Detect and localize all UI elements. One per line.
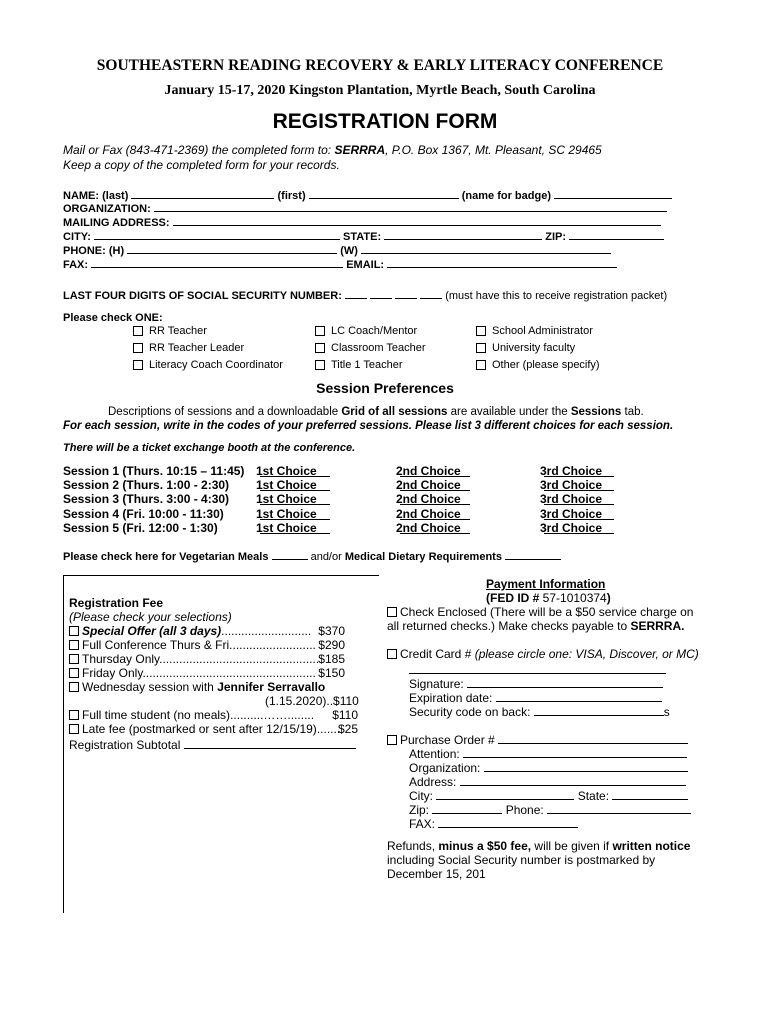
attention-label: Attention:	[409, 747, 460, 761]
dot-leader: ................................................	[159, 652, 320, 666]
fee-late[interactable]	[69, 722, 358, 736]
email-label: EMAIL:	[346, 259, 385, 271]
checkbox-icon[interactable]	[69, 668, 79, 678]
dot-leader: ..........……........	[230, 708, 315, 722]
desc-text: Descriptions of sessions and a downloadable	[108, 406, 342, 418]
subtotal-label: Registration Subtotal	[69, 738, 181, 752]
role-label: Literacy Coach Coordinator	[149, 359, 283, 371]
expiration-input[interactable]	[496, 689, 662, 702]
expiration-label: Expiration date:	[409, 691, 493, 705]
phone-row	[63, 242, 611, 257]
state-input[interactable]	[612, 787, 688, 800]
mail-address: , P.O. Box 1367, Mt. Pleasant, SC 29465	[385, 143, 602, 157]
name-first-label: (first)	[277, 190, 306, 202]
ssn-label: LAST FOUR DIGITS OF SOCIAL SECURITY NUMBER:	[63, 290, 342, 302]
fed-number: 57-1010374	[542, 591, 607, 605]
name-last-input[interactable]	[131, 187, 274, 199]
choice-input[interactable]	[260, 464, 330, 477]
city-input[interactable]	[94, 228, 340, 240]
state-input[interactable]	[384, 228, 542, 240]
form-title: REGISTRATION FORM	[272, 110, 498, 133]
address-label: Address:	[409, 775, 457, 789]
checkbox-icon[interactable]	[69, 626, 79, 636]
ssn-digit-1[interactable]	[345, 287, 367, 299]
phone-h-label: PHONE: (H)	[63, 245, 125, 257]
role-rr-teacher-leader[interactable]	[133, 342, 244, 354]
refund-policy	[387, 839, 690, 881]
desc-sessions-tab: Sessions	[570, 406, 622, 418]
city-label: City:	[409, 789, 433, 803]
ticket-note: There will be a ticket exchange booth at the conference.	[63, 442, 356, 454]
checkbox-icon[interactable]	[69, 654, 79, 664]
medical-input[interactable]	[505, 548, 561, 560]
address-input[interactable]	[460, 773, 686, 786]
fee-subheading: (Please check your selections)	[69, 610, 232, 624]
role-label: Title 1 Teacher	[331, 359, 403, 371]
pay-check-enclosed[interactable]	[387, 605, 693, 619]
phone-input[interactable]	[547, 801, 691, 814]
refund-fee: minus a $50 fee,	[438, 839, 532, 853]
signature-input[interactable]	[467, 675, 663, 688]
session-text: 1st Choice	[256, 492, 317, 507]
session-text: 2nd Choice	[396, 478, 461, 493]
role-label: School Administrator	[492, 325, 593, 337]
checkbox-icon[interactable]	[133, 360, 143, 370]
divider-top	[63, 575, 379, 576]
fee-wednesday[interactable]	[69, 680, 325, 694]
organization-row	[63, 200, 667, 215]
security-input[interactable]	[534, 703, 664, 716]
choice-input[interactable]	[544, 521, 614, 534]
session-text: Session 2 (Thurs. 1:00 - 2:30)	[63, 478, 230, 493]
session-text: Session 3 (Thurs. 3:00 - 4:30)	[63, 492, 230, 507]
checkbox-icon[interactable]	[69, 640, 79, 650]
dot-leader: ..........................	[229, 638, 316, 652]
session-description	[108, 406, 644, 418]
fee-subtotal	[69, 736, 356, 752]
cc-number-line[interactable]	[409, 661, 666, 674]
checkbox-icon[interactable]	[476, 343, 486, 353]
fee-label: Full time student (no meals)	[82, 708, 231, 722]
po-fax	[409, 815, 578, 831]
fee-label: Full Conference Thurs & Fri	[82, 638, 230, 652]
checkbox-icon[interactable]	[315, 326, 325, 336]
refund-line-3: December 15, 201	[387, 867, 486, 881]
checkbox-icon[interactable]	[387, 735, 397, 745]
session-text: Session 5 (Fri. 12:00 - 1:30)	[63, 520, 218, 535]
org-name: SERRRA	[334, 143, 386, 157]
session-text: 2nd Choice	[396, 506, 461, 521]
cc-options: (please circle one: VISA, Discover, or MC)	[474, 647, 699, 661]
fee-wednesday-date	[265, 694, 359, 708]
refund-line-1	[387, 839, 690, 853]
organization-label: Organization:	[409, 761, 481, 775]
session-text: 3rd Choice	[540, 464, 603, 478]
cc-label: Credit Card #	[400, 647, 475, 661]
security-suffix: s	[663, 705, 670, 719]
name-first-input[interactable]	[309, 187, 459, 199]
choice-input[interactable]	[400, 521, 470, 534]
veg-label: Please check here for Vegetarian Meals	[63, 551, 269, 563]
checkbox-icon[interactable]	[315, 360, 325, 370]
fee-special-offer[interactable]	[69, 624, 345, 638]
checkbox-icon[interactable]	[133, 343, 143, 353]
name-last-label: NAME: (last)	[63, 190, 129, 202]
fax-label: FAX:	[409, 817, 436, 831]
role-title1-teacher[interactable]	[315, 359, 403, 371]
meals-row	[63, 548, 561, 563]
ssn-digit-4[interactable]	[420, 287, 442, 299]
fed-close: )	[606, 591, 611, 605]
fee-price: $290	[318, 638, 345, 652]
choice-input[interactable]	[260, 478, 330, 491]
ssn-digit-3[interactable]	[395, 287, 417, 299]
role-school-admin[interactable]	[476, 325, 593, 337]
mailing-input[interactable]	[173, 214, 661, 226]
organization-input[interactable]	[484, 759, 688, 772]
session-text: 1st Choice	[256, 478, 317, 493]
refund-notice: written notice	[612, 839, 691, 853]
state-label: STATE:	[343, 231, 382, 243]
state-label: State:	[577, 789, 610, 803]
session-text: 3rd Choice	[540, 492, 603, 507]
ssn-row	[63, 287, 667, 302]
role-label: RR Teacher Leader	[149, 342, 245, 354]
role-literacy-coach-coordinator[interactable]	[133, 359, 283, 371]
fax-label: FAX:	[63, 259, 89, 271]
checkbox-icon[interactable]	[133, 326, 143, 336]
fee-label: Wednesday session with	[82, 680, 218, 694]
role-lc-coach[interactable]	[315, 325, 417, 337]
phone-w-label: (W)	[340, 245, 358, 257]
check-text: Check Enclosed (There will be a $50 service charge on	[400, 605, 694, 619]
fee-price: $150	[318, 666, 345, 680]
fee-label: Special Offer (all 3 days)	[82, 624, 222, 638]
mail-text: Mail or Fax (843-471-2369) the completed form to:	[63, 143, 335, 157]
check-text: all returned checks.) Make checks payable to	[387, 619, 631, 633]
session-instruction: For each session, write in the codes of your preferred sessions. Please list 3 different choices for each session.	[63, 420, 674, 432]
role-university-faculty[interactable]	[476, 342, 575, 354]
role-rr-teacher[interactable]	[133, 325, 207, 337]
fee-student[interactable]	[69, 708, 358, 722]
desc-text: tab.	[621, 406, 644, 418]
zip-input[interactable]	[569, 228, 664, 240]
session-text: Session 1 (Thurs. 10:15 – 11:45)	[63, 464, 245, 478]
refund-text: will be given if	[531, 839, 613, 853]
fee-price: $25	[337, 722, 358, 736]
pay-credit-card[interactable]	[387, 647, 699, 661]
checkbox-icon[interactable]	[387, 607, 397, 617]
session-text: 3rd Choice	[540, 520, 603, 535]
payee-name: SERRRA.	[630, 619, 685, 633]
badge-label: (name for badge)	[461, 190, 551, 202]
choice-input[interactable]	[260, 521, 330, 534]
zip-input[interactable]	[432, 801, 502, 814]
dot-leader: ...........................	[221, 624, 312, 638]
fee-label: Friday Only	[82, 666, 143, 680]
zip-label: ZIP:	[545, 231, 567, 243]
cc-security	[409, 703, 670, 719]
zip-label: Zip:	[409, 803, 430, 817]
phone-h-input[interactable]	[127, 242, 337, 254]
role-label: Other (please specify)	[492, 359, 600, 371]
choice-input[interactable]	[400, 478, 470, 491]
fed-id	[486, 591, 611, 605]
desc-text: are available under the	[447, 406, 571, 418]
choice-input[interactable]	[544, 507, 614, 520]
city-input[interactable]	[436, 787, 574, 800]
choice-input[interactable]	[260, 507, 330, 520]
fee-price: $370	[318, 624, 345, 638]
fee-heading: Registration Fee	[69, 596, 164, 610]
attention-input[interactable]	[463, 745, 687, 758]
session-text: 3rd Choice	[540, 478, 603, 493]
role-label: LC Coach/Mentor	[331, 325, 418, 337]
dot-leader: ....................................................	[142, 666, 316, 680]
veg-input[interactable]	[272, 548, 308, 560]
signature-label: Signature:	[409, 677, 464, 691]
choice-input[interactable]	[260, 492, 330, 505]
role-other[interactable]	[476, 359, 600, 371]
choice-input[interactable]	[400, 507, 470, 520]
role-heading: Please check ONE:	[63, 312, 163, 324]
checkbox-icon[interactable]	[387, 649, 397, 659]
medical-label: Medical Dietary Requirements	[344, 551, 502, 563]
checkbox-icon[interactable]	[69, 710, 79, 720]
email-input[interactable]	[387, 256, 617, 268]
subtotal-input[interactable]	[184, 736, 356, 749]
role-classroom-teacher[interactable]	[315, 342, 426, 354]
andor-label: and/or	[310, 551, 342, 563]
fee-price: $110	[332, 708, 358, 722]
badge-input[interactable]	[554, 187, 672, 199]
security-label: Security code on back:	[409, 705, 531, 719]
checkbox-icon[interactable]	[476, 360, 486, 370]
organization-input[interactable]	[154, 200, 667, 212]
fax-input[interactable]	[91, 256, 343, 268]
fee-label: Late fee (postmarked or sent after 12/15/19)	[82, 722, 317, 736]
conference-title: SOUTHEASTERN READING RECOVERY & EARLY LITERACY CONFERENCE	[96, 57, 664, 74]
dot-leader: .......	[316, 722, 341, 736]
phone-label: Phone:	[505, 803, 544, 817]
mailing-label: MAILING ADDRESS:	[63, 217, 170, 229]
keep-copy-note: Keep a copy of the completed form for your records.	[63, 158, 340, 172]
city-row	[63, 228, 664, 243]
conference-dates: January 15-17, 2020 Kingston Plantation, Myrtle Beach, South Carolina	[164, 83, 596, 98]
mailing-row	[63, 214, 661, 229]
refund-text: Refunds,	[387, 839, 439, 853]
fed-label: (FED ID #	[486, 591, 543, 605]
session-text: Session 4 (Fri. 10:00 - 11:30)	[63, 506, 224, 521]
choice-input[interactable]	[544, 464, 614, 477]
fee-full-conference[interactable]	[69, 638, 345, 652]
po-label: Purchase Order #	[400, 733, 495, 747]
checkbox-icon[interactable]	[476, 326, 486, 336]
fax-input[interactable]	[438, 815, 578, 828]
refund-line-2: including Social Security number is postmarked by	[387, 853, 656, 867]
session-text: 2nd Choice	[396, 492, 461, 507]
po-input[interactable]	[498, 731, 688, 744]
role-label: University faculty	[492, 342, 576, 354]
fee-thursday[interactable]	[69, 652, 345, 666]
payment-heading: Payment Information	[486, 577, 606, 591]
city-label: CITY:	[63, 231, 91, 243]
fee-price: $110	[333, 694, 359, 708]
choice-input[interactable]	[400, 492, 470, 505]
presenter-name: Jennifer Serravallo	[217, 680, 326, 694]
mail-instructions	[63, 143, 602, 157]
fee-friday[interactable]	[69, 666, 345, 680]
session-preferences-heading: Session Preferences	[316, 380, 454, 396]
session-text: 1st Choice	[256, 506, 317, 521]
session-text: 1st Choice	[256, 520, 317, 535]
session-text: 1st Choice	[256, 464, 317, 478]
desc-grid: Grid of all sessions	[341, 406, 448, 418]
choice-input[interactable]	[400, 464, 470, 477]
check-payable	[387, 619, 684, 633]
fee-label: Thursday Only	[82, 652, 160, 666]
fax-row	[63, 256, 617, 271]
ssn-digit-2[interactable]	[370, 287, 392, 299]
session-text: 2nd Choice	[396, 464, 461, 478]
phone-w-input[interactable]	[361, 242, 611, 254]
checkbox-icon[interactable]	[69, 682, 79, 692]
role-label: RR Teacher	[149, 325, 207, 337]
session-text: 3rd Choice	[540, 506, 603, 521]
choice-input[interactable]	[544, 492, 614, 505]
checkbox-icon[interactable]	[315, 343, 325, 353]
fee-price: $185	[318, 652, 345, 666]
divider-left	[63, 575, 64, 913]
choice-input[interactable]	[544, 478, 614, 491]
checkbox-icon[interactable]	[69, 724, 79, 734]
fee-date: (1.15.2020)..	[265, 694, 334, 708]
organization-label: ORGANIZATION:	[63, 203, 151, 215]
session-text: 2nd Choice	[396, 520, 461, 535]
role-label: Classroom Teacher	[331, 342, 426, 354]
ssn-note: (must have this to receive registration packet)	[445, 290, 668, 302]
